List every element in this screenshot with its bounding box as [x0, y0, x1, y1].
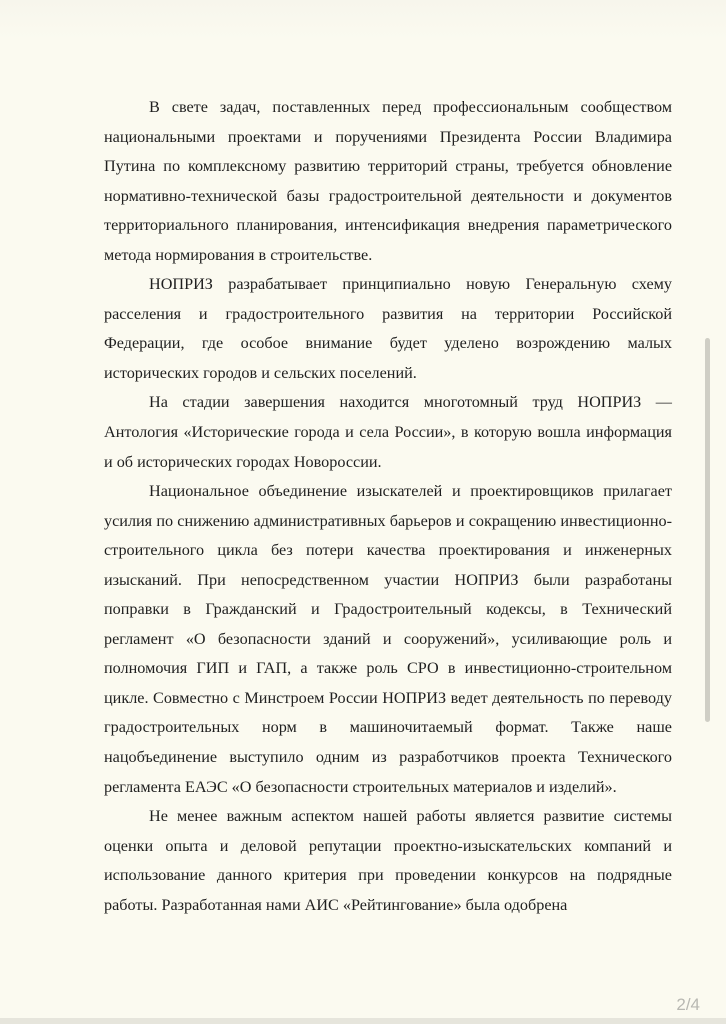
- document-body: [104, 93, 672, 920]
- paragraph-national-projects: В свете задач, поставленных перед профессиональным сообществом национальными проектами и поручениями Президента России Владимира Путина по комплексному развитию территорий страны, требуется обновление нормативно-технической базы градостроительной деятельности и документов территориального планирования, интенсификация внедрения параметрического метода нормирования в строительстве.: [104, 98, 672, 264]
- paragraph-general-scheme: НОПРИЗ разрабатывает принципиально новую Генеральную схему расселения и градостроительного развития на территории Российской Федерации, где особое внимание будет уделено возрождению малых исторических городов и сельских поселений.: [104, 275, 672, 382]
- vertical-scrollbar[interactable]: [705, 338, 710, 722]
- page-indicator: 2/4: [676, 995, 700, 1014]
- paragraph-anthology: На стадии завершения находится многотомный труд НОПРИЗ — Антология «Исторические города и села России», в которую вошла информация и об исторических городах Новороссии.: [104, 393, 672, 471]
- bottom-edge: [0, 1018, 726, 1024]
- paragraph-administrative-barriers: Национальное объединение изыскателей и проектировщиков прилагает усилия по снижению административных барьеров и сокращению инвестиционно-строительного цикла без потери качества проектирования и инженерных изысканий. При непосредственном участии НОПРИЗ были разработаны поправки в Гражданский и Градостроительный кодексы, в Технический регламент «О безопасности зданий и сооружений», усиливающие роль и полномочия ГИП и ГАП, а также роль СРО в инвестиционно-строительном цикле. Совместно с Минстроем России НОПРИЗ ведет деятельность по переводу градостроительных норм в машиночитаемый формат. Также наше нацобъединение выступило одним из разработчиков проекта Технического регламента ЕАЭС «О безопасности строительных материалов и изделий».: [104, 482, 672, 796]
- paragraph-rating-system: Не менее важным аспектом нашей работы является развитие системы оценки опыта и деловой репутации проектно-изыскательских компаний и использование данного критерия при проведении конкурсов на подрядные работы. Разработанная нами АИС «Рейтингование» была одобрена: [104, 807, 672, 914]
